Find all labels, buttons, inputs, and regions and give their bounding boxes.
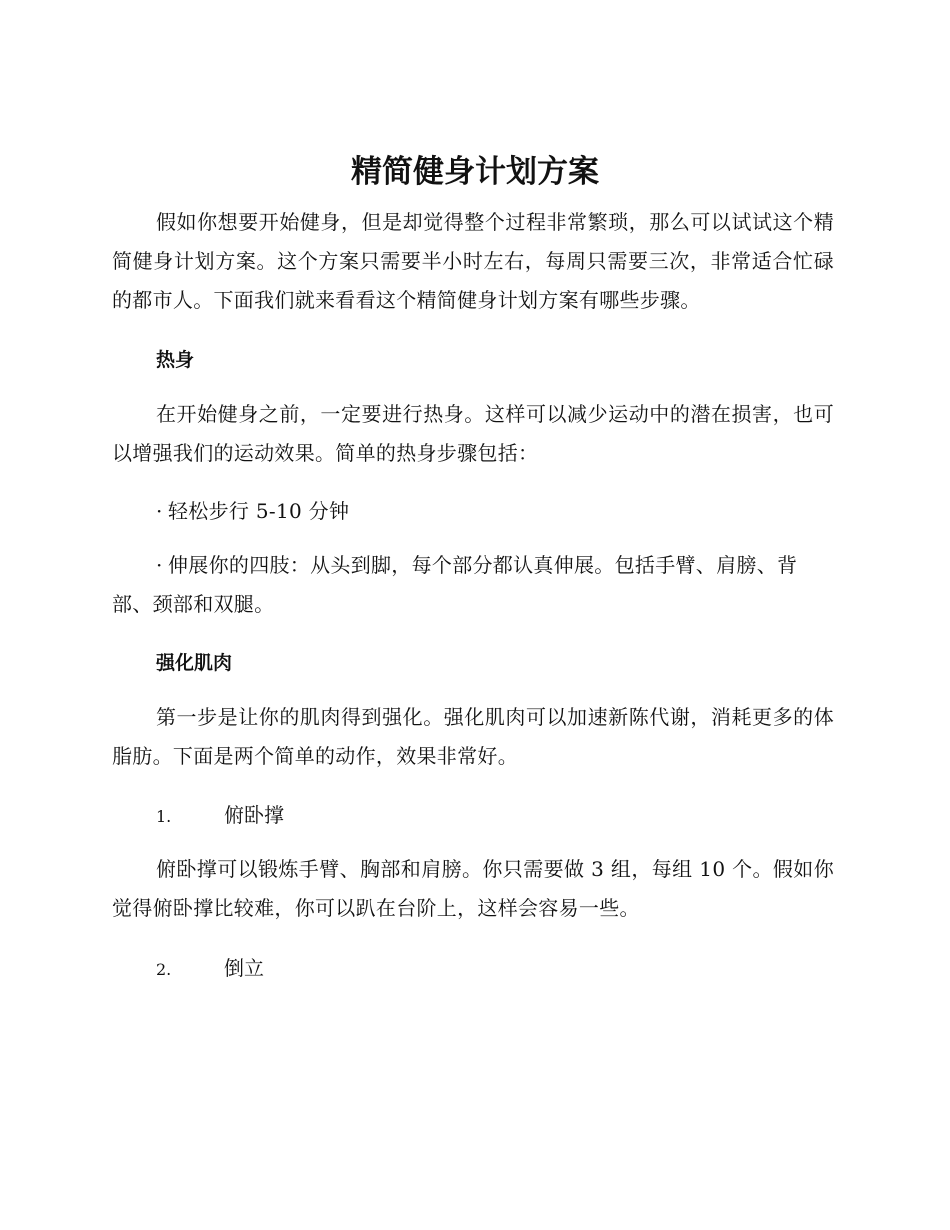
section-heading-strength: 强化肌肉 bbox=[156, 652, 233, 674]
warmup-paragraph: 在开始健身之前，一定要进行热身。这样可以减少运动中的潜在损害，也可以增强我们的运动效果。简单的热身步骤包括： bbox=[112, 402, 834, 465]
numbered-item bbox=[156, 953, 264, 985]
document-title: 精简健身计划方案 bbox=[351, 154, 599, 190]
numbered-item bbox=[156, 800, 284, 832]
bullet-text: 伸展你的四肢：从头到脚，每个部分都认真伸展。包括手臂、肩膀、背部、颈部和双腿。 bbox=[112, 553, 798, 616]
section-heading-warmup: 热身 bbox=[156, 349, 195, 371]
bullet-icon: · bbox=[156, 553, 163, 577]
item-label: 俯卧撑 bbox=[224, 803, 284, 827]
bullet-text: 轻松步行 5-10 分钟 bbox=[168, 499, 350, 523]
item-number: 2. bbox=[156, 960, 172, 979]
bullet-icon: · bbox=[156, 499, 163, 523]
intro-paragraph: 假如你想要开始健身，但是却觉得整个过程非常繁琐，那么可以试试这个精简健身计划方案。这个方案只需要半小时左右，每周只需要三次，非常适合忙碌的都市人。下面我们就来看看这个精简健身计划方案有哪些步骤。 bbox=[112, 210, 834, 312]
warmup-bullet-item bbox=[112, 546, 834, 624]
item-number: 1. bbox=[156, 807, 172, 826]
strength-paragraph: 第一步是让你的肌肉得到强化。强化肌肉可以加速新陈代谢，消耗更多的体脂肪。下面是两个简单的动作，效果非常好。 bbox=[112, 705, 834, 768]
warmup-bullet-item bbox=[112, 492, 834, 531]
pushup-paragraph: 俯卧撑可以锻炼手臂、胸部和肩膀。你只需要做 3 组，每组 10 个。假如你觉得俯卧撑比较难，你可以趴在台阶上，这样会容易一些。 bbox=[112, 857, 834, 920]
item-label: 倒立 bbox=[224, 956, 264, 980]
